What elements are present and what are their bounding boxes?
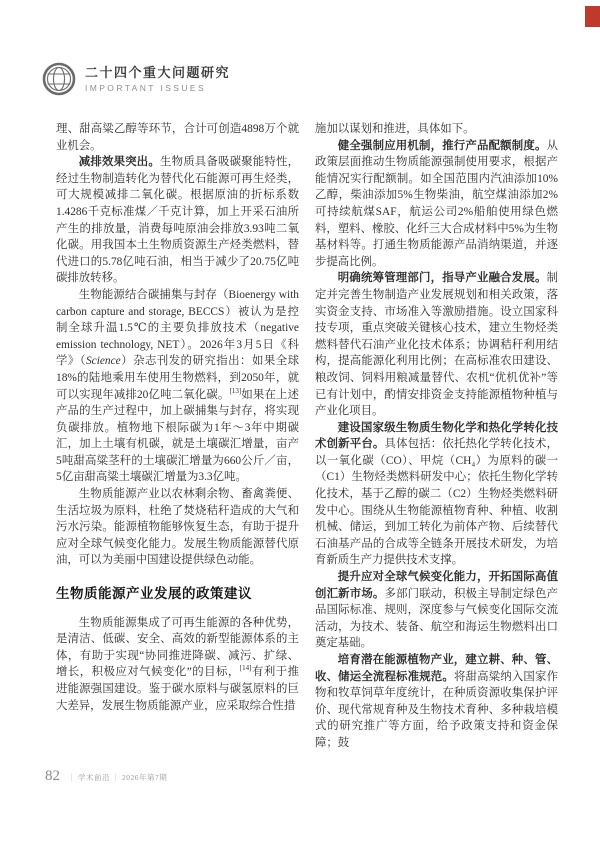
section-heading xyxy=(56,586,299,603)
left-column xyxy=(56,121,299,752)
paragraph-lead: 培育潜在能源植物产业，建立耕、种、管、收、储运全流程标准规范。 xyxy=(315,654,558,683)
footer-separator: ｜ xyxy=(112,773,120,782)
citation-marker: [13] xyxy=(229,386,242,395)
text-run: 有利于推进能源强国建设。鉴于碳水原料与碳氢原料的巨大差异，发展生物质能源产业，应采取综合性措 xyxy=(56,666,299,712)
issue-number: 2026年第7期 xyxy=(122,773,168,782)
journal-info xyxy=(66,772,167,783)
paragraph-lead: 建设国家级生物质生物化学和热化学转化技术创新平台。 xyxy=(315,421,558,451)
paragraph-lead: 提升应对全球气候变化能力，开拓国际高值创汇新市场。 xyxy=(315,571,558,600)
paragraph xyxy=(315,420,558,569)
text-run: 具体包括：依托热化学转化技术，以一氧化碳（CO）、甲烷（CH₄）为原料的碳一（C1）生物烃类燃料研发中心；依托生物化学转化技术，基于乙醇的碳二（C2）生物烃类燃料研发中心。围绕从生物能源植物育种、种植、收割机械、储运，到加工转化为前体产物、后续替代石油基产品的合成等全链条开展技术研发，为培育新质生产力提供技术支撑。 xyxy=(315,438,558,567)
page-edge-tab xyxy=(585,6,600,27)
paragraph xyxy=(56,154,299,287)
text-run: 如果在上述产品的生产过程中，加上碳捕集与封存，将实现负碳排放。植物地下根际碳为1年～3年中期碳汇，加上土壤有机碳，就是土壤碳汇增量，亩产5吨甜高粱茎秆的土壤碳汇增量为660公斤／亩，5亿亩甜高粱土壤碳汇增量为3.3亿吨。 xyxy=(56,388,299,484)
footer-separator: ｜ xyxy=(68,773,76,782)
page-number: 82 xyxy=(45,768,60,784)
paragraph xyxy=(315,569,558,652)
text-run: 生物质能源产业以农林剩余物、畜禽粪便、生活垃圾为原料，杜绝了焚烧秸秆造成的大气和污水污染。能源植物能够恢复生态，有助于提升应对全球气候变化能力。发展生物质能源替代原油，可以为美丽中国建设提供绿色动能。 xyxy=(56,488,299,567)
paragraph xyxy=(56,287,299,486)
series-header-text xyxy=(85,66,230,93)
paragraph xyxy=(56,486,299,569)
article-body xyxy=(56,121,558,752)
paragraph xyxy=(315,270,558,419)
paragraph-lead: 明确统筹管理部门，指导产业融合发展。 xyxy=(337,272,547,285)
paragraph xyxy=(315,121,558,138)
text-run: 制定并完善生物制造产业发展规划和相关政策，落实资金支持、市场准入等激励措施。设立国家科技专项，重点突破关键核心技术，建立生物烃类燃料替代石油产业化技术体系；协调秸秆利用结构，提高能源化利用比例；在高标准农田建设、粮改饲、饲料用粮减量替代、农机“优机优补”等已有计划中，酌情安排资金支持能源植物种植与产业化项目。 xyxy=(315,272,558,418)
citation-marker: [14] xyxy=(239,664,252,673)
globe-icon xyxy=(42,62,76,96)
text-run: 从政策层面推动生物质能源强制使用要求，根据产能情况实行配额制。如全国范围内汽油添加10%乙醇，柴油添加5%生物柴油，航空煤油添加2%可持续航煤SAF，航运公司2%船舶使用绿色燃料，塑料、橡胶、化纤三大合成材料中5%为生物基材料等。打通生物质能源产品消纳渠道，并逐步提高比例。 xyxy=(315,139,558,268)
text-run: Science xyxy=(85,355,121,368)
paragraph-lead: 健全强制应用机制，推行产品配额制度。 xyxy=(337,139,547,152)
section-header xyxy=(42,62,230,96)
text-run: 生物质能源集成了可再生能源的各种优势，是清洁、低碳、安全、高效的新型能源体系的主体，有助于实现“协同推进降碳、减污、扩绿、增长，积极应对气候变化”的目标， xyxy=(56,616,299,679)
text-run: 将甜高粱纳入国家作物和牧草饲草年度统计，在种质资源收集保护评价、现代常规育种及生物技术育种、多种栽培模式的研究推广等方面，给予政策支持和资金保障；鼓 xyxy=(315,670,558,749)
paragraph xyxy=(315,652,558,752)
text-run: 生物能源结合碳捕集与封存（Bioenergy with carbon capture and storage, BECCS）被认为是控制全球升温1.5℃的主要负排放技术（negative emission technology, NET）。2026年3月5日《科学》（ xyxy=(56,288,299,368)
right-column xyxy=(315,121,558,752)
text-run: 施加以谋划和推进，具体如下。 xyxy=(315,123,475,135)
text-run: 生物质具备吸碳聚能特性，经过生物制造转化为替代化石能源可再生烃类，可大规模减排二氧化碳。根据原油的折标系数1.4286千克标准煤／千克计算，加上开采石油所产生的排放量，消费每吨原油会排放3.93吨二氧化碳。用我国本土生物质资源生产烃类燃料，替代进口的5.78亿吨石油，相当于减少了20.75亿吨碳排放转移。 xyxy=(56,156,299,285)
paragraph xyxy=(315,138,558,271)
text-run: 理、甜高粱乙醇等环节，合计可创造4898万个就业机会。 xyxy=(56,123,299,152)
paragraph xyxy=(56,121,299,154)
text-run: 生物质能源产业发展的政策建议 xyxy=(56,586,252,602)
page-footer xyxy=(45,768,167,785)
paragraph-lead: 减排效果突出。 xyxy=(78,156,160,169)
text-run: 多部门联动，积极主导制定绿色产品国际标准、规则，深度参与气候变化国际交流活动，为技术、装备、航空和海运生物燃料出口奠定基础。 xyxy=(315,587,558,650)
series-subtitle: IMPORTANT ISSUES xyxy=(85,82,207,93)
text-run: ）杂志刊发的研究指出：如果全球18%的陆地乘用车使用生物燃料，到2050年，就可以实现年减排20亿吨二氧化碳。 xyxy=(56,355,299,401)
journal-name: 学术前沿 xyxy=(78,773,110,782)
paragraph xyxy=(56,615,299,715)
series-title: 二十四个重大问题研究 xyxy=(85,64,231,80)
